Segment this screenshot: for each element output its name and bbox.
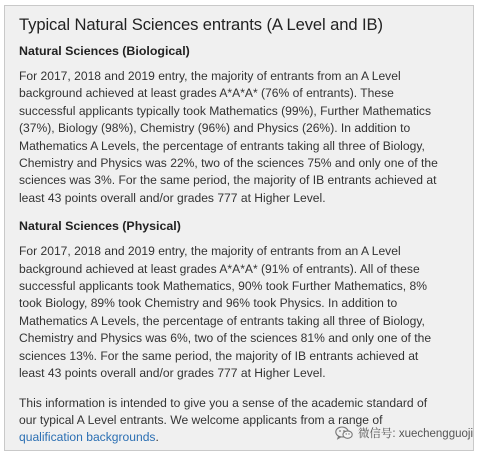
paragraph-line: successful applicants took Mathematics, 90% took Further Mathematics, 8% bbox=[19, 279, 428, 294]
paragraph-line: (37%), Biology (98%), Chemistry (96%) and Physics (26%). In addition to bbox=[19, 121, 411, 136]
paragraph-line: least 43 points overall and/or grades 777 at Higher Level. bbox=[19, 190, 326, 205]
paragraph-line: Chemistry and Physics was 22%, two of the sciences 75% and only one of the bbox=[19, 156, 438, 171]
wechat-icon bbox=[335, 426, 353, 440]
paragraph-line: background achieved at least grades A*A*A* (76% of entrants). These bbox=[19, 86, 394, 101]
qualification-backgrounds-link[interactable]: qualification backgrounds bbox=[19, 430, 156, 445]
paragraph-line: successful applicants typically took Mathematics (99%), Further Mathematics bbox=[19, 103, 432, 118]
paragraph-line: For 2017, 2018 and 2019 entry, the majority of entrants from an A Level bbox=[19, 69, 401, 83]
paragraph-line: Chemistry and Physics was 6%, two of the sciences 81% and only one of the bbox=[19, 331, 432, 346]
paragraph-line: sciences 13%. For the same period, the majority of IB entrants achieved at bbox=[19, 348, 419, 363]
section-heading-biological: Natural Sciences (Biological) bbox=[19, 44, 190, 58]
watermark-text: 微信号: xuechengguoji bbox=[357, 428, 473, 440]
link-suffix: . bbox=[155, 430, 159, 445]
paragraph-line: background achieved at least grades A*A*A* (91% of entrants). All of these bbox=[19, 261, 420, 276]
section-heading-physical: Natural Sciences (Physical) bbox=[19, 219, 181, 234]
paragraph-line: This information is intended to give you a sense of the academic standard of bbox=[19, 395, 428, 410]
paragraph-line: Mathematics A Levels, the percentage of entrants taking all three of Biology, bbox=[19, 313, 425, 328]
paragraph-biological bbox=[19, 68, 466, 207]
paragraph-line: took Biology, 89% took Chemistry and 96% took Physics. In addition to bbox=[19, 296, 398, 311]
watermark bbox=[335, 425, 473, 441]
paragraph-line: For 2017, 2018 and 2019 entry, the majority of entrants from an A Level bbox=[19, 244, 401, 259]
content-panel bbox=[4, 5, 474, 451]
paragraph-line: least 43 points overall and/or grades 777 at Higher Level. bbox=[19, 366, 326, 381]
paragraph-line: sciences was 3%. For the same period, the majority of IB entrants achieved at bbox=[19, 173, 437, 188]
paragraph-physical bbox=[19, 243, 466, 382]
paragraph-line: Mathematics A Levels, the percentage of entrants taking all three of Biology, bbox=[19, 138, 425, 153]
paragraph-line: our typical A Level entrants. We welcome applicants from a range of bbox=[19, 412, 383, 427]
page-title: Typical Natural Sciences entrants (A Level and IB) bbox=[19, 15, 383, 34]
